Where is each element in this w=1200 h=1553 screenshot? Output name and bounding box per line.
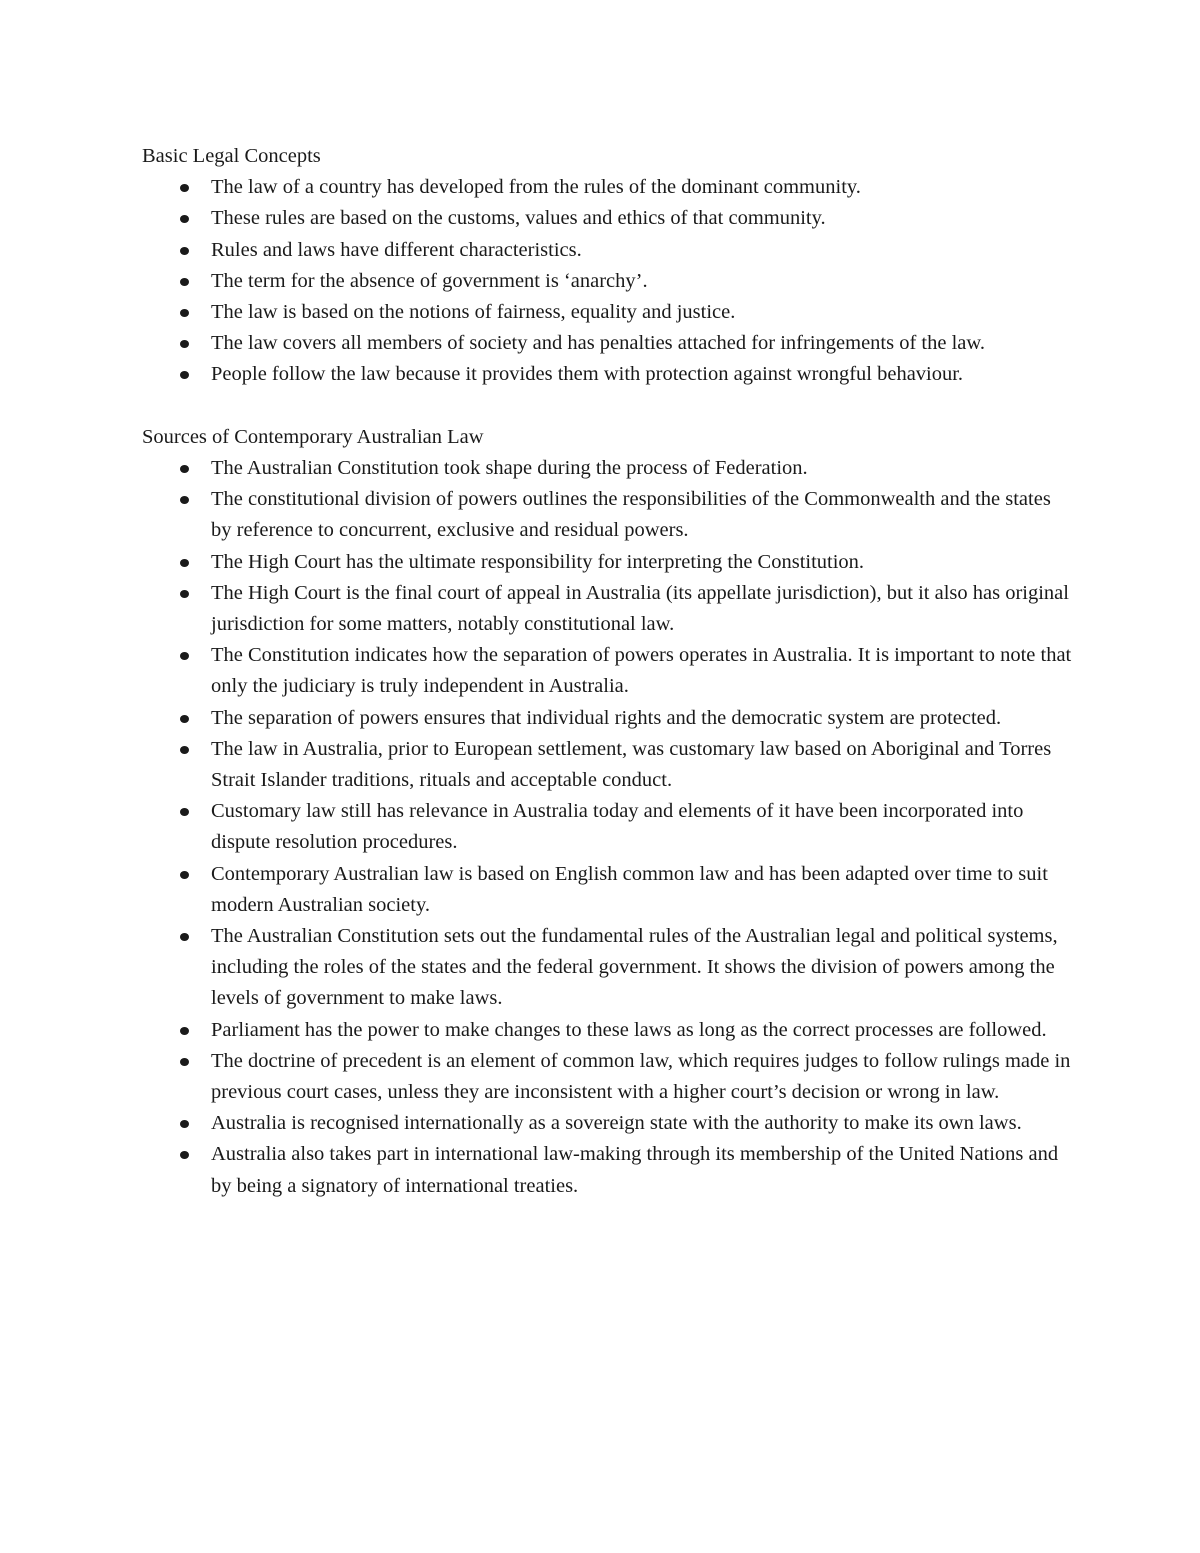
list-item-text: The law covers all members of society and has penalties attached for infringements of the law. bbox=[211, 332, 985, 355]
bullet-icon bbox=[180, 590, 189, 598]
list-item-text: These rules are based on the customs, values and ethics of that community. bbox=[211, 207, 826, 230]
list-item bbox=[211, 703, 1072, 734]
bullet-icon bbox=[180, 1151, 189, 1159]
section-heading: Basic Legal Concepts bbox=[142, 145, 321, 167]
list-item-text: The Australian Constitution took shape during the process of Federation. bbox=[211, 457, 808, 480]
list-item bbox=[211, 203, 1072, 234]
list-item-text: Parliament has the power to make changes to these laws as long as the correct processes are followed. bbox=[211, 1018, 1047, 1041]
bullet-icon bbox=[180, 746, 189, 754]
list-item-text: The separation of powers ensures that individual rights and the democratic system are protected. bbox=[211, 706, 1002, 729]
bullet-icon bbox=[180, 1058, 189, 1066]
bullet-icon bbox=[180, 808, 189, 816]
bullet-icon bbox=[180, 184, 189, 192]
list-item bbox=[211, 484, 1072, 546]
bullet-icon bbox=[180, 559, 189, 567]
list-item-text: The constitutional division of powers outlines the responsibilities of the Commonwealth and the states by reference to concurrent, exclusive and residual powers. bbox=[211, 488, 1051, 542]
bullet-icon bbox=[180, 247, 189, 255]
bullet-icon bbox=[180, 1027, 189, 1035]
list-item-text: The doctrine of precedent is an element of common law, which requires judges to follow rulings made in previous court cases, unless they are inconsistent with a higher court’s decision or wrong in law. bbox=[211, 1049, 1071, 1104]
bullet-icon bbox=[180, 496, 189, 504]
list-item bbox=[211, 297, 1072, 328]
bullet-icon bbox=[180, 215, 189, 223]
bullet-icon bbox=[180, 278, 189, 286]
bullet-list bbox=[142, 453, 1072, 1202]
list-item bbox=[211, 1015, 1072, 1046]
bullet-icon bbox=[180, 871, 189, 879]
bullet-list bbox=[142, 172, 1072, 390]
bullet-icon bbox=[180, 933, 189, 941]
list-item-text: The Australian Constitution sets out the fundamental rules of the Australian legal and political systems, including the roles of the states and the federal government. It shows the division of powers among the levels of government to make laws. bbox=[211, 925, 1058, 1010]
list-item bbox=[211, 1046, 1072, 1108]
list-item-text: Australia is recognised internationally as a sovereign state with the authority to make its own laws. bbox=[211, 1112, 1022, 1135]
list-item-text: Australia also takes part in international law-making through its membership of the United Nations and by being a signatory of international treaties. bbox=[211, 1143, 1059, 1197]
bullet-icon bbox=[180, 309, 189, 317]
list-item bbox=[211, 359, 1072, 390]
document-page bbox=[142, 141, 1072, 1202]
list-item bbox=[211, 328, 1072, 359]
list-item-text: The Constitution indicates how the separation of powers operates in Australia. It is important to note that only the judiciary is truly independent in Australia. bbox=[211, 644, 1072, 698]
list-item bbox=[211, 796, 1072, 858]
list-item-text: The High Court has the ultimate responsibility for interpreting the Constitution. bbox=[211, 550, 865, 573]
bullet-icon bbox=[180, 340, 189, 348]
list-item bbox=[211, 578, 1072, 640]
list-item bbox=[211, 453, 1072, 484]
section-heading: Sources of Contemporary Australian Law bbox=[142, 425, 484, 448]
bullet-icon bbox=[180, 652, 189, 660]
section-sources-of-contemporary-australian-law bbox=[142, 422, 1072, 1202]
list-item-text: Contemporary Australian law is based on English common law and has been adapted over time to suit modern Australian society. bbox=[211, 862, 1048, 916]
list-item-text: People follow the law because it provides them with protection against wrongful behaviour. bbox=[211, 363, 964, 386]
list-item-text: The law in Australia, prior to European settlement, was customary law based on Aboriginal and Torres Strait Islander traditions, rituals and acceptable conduct. bbox=[211, 737, 1052, 792]
list-item-text: Customary law still has relevance in Australia today and elements of it have been incorporated into dispute resolution procedures. bbox=[211, 800, 1024, 854]
bullet-icon bbox=[180, 465, 189, 473]
list-item bbox=[211, 266, 1072, 297]
list-item bbox=[211, 859, 1072, 921]
list-item bbox=[211, 921, 1072, 1015]
list-item bbox=[211, 235, 1072, 266]
list-item bbox=[211, 1108, 1072, 1139]
list-item bbox=[211, 1139, 1072, 1201]
list-item-text: The law of a country has developed from the rules of the dominant community. bbox=[211, 176, 861, 199]
list-item-text: The High Court is the final court of appeal in Australia (its appellate jurisdiction), but it also has original jurisdiction for some matters, notably constitutional law. bbox=[211, 581, 1069, 636]
list-item-text: The law is based on the notions of fairness, equality and justice. bbox=[211, 301, 736, 324]
list-item-text: The term for the absence of government is ‘anarchy’. bbox=[211, 269, 648, 292]
list-item bbox=[211, 640, 1072, 702]
list-item bbox=[211, 172, 1072, 203]
bullet-icon bbox=[180, 1120, 189, 1128]
list-item-text: Rules and laws have different characteristics. bbox=[211, 238, 582, 261]
bullet-icon bbox=[180, 371, 189, 379]
list-item bbox=[211, 547, 1072, 578]
list-item bbox=[211, 734, 1072, 796]
section-basic-legal-concepts bbox=[142, 141, 1072, 391]
bullet-icon bbox=[180, 715, 189, 723]
